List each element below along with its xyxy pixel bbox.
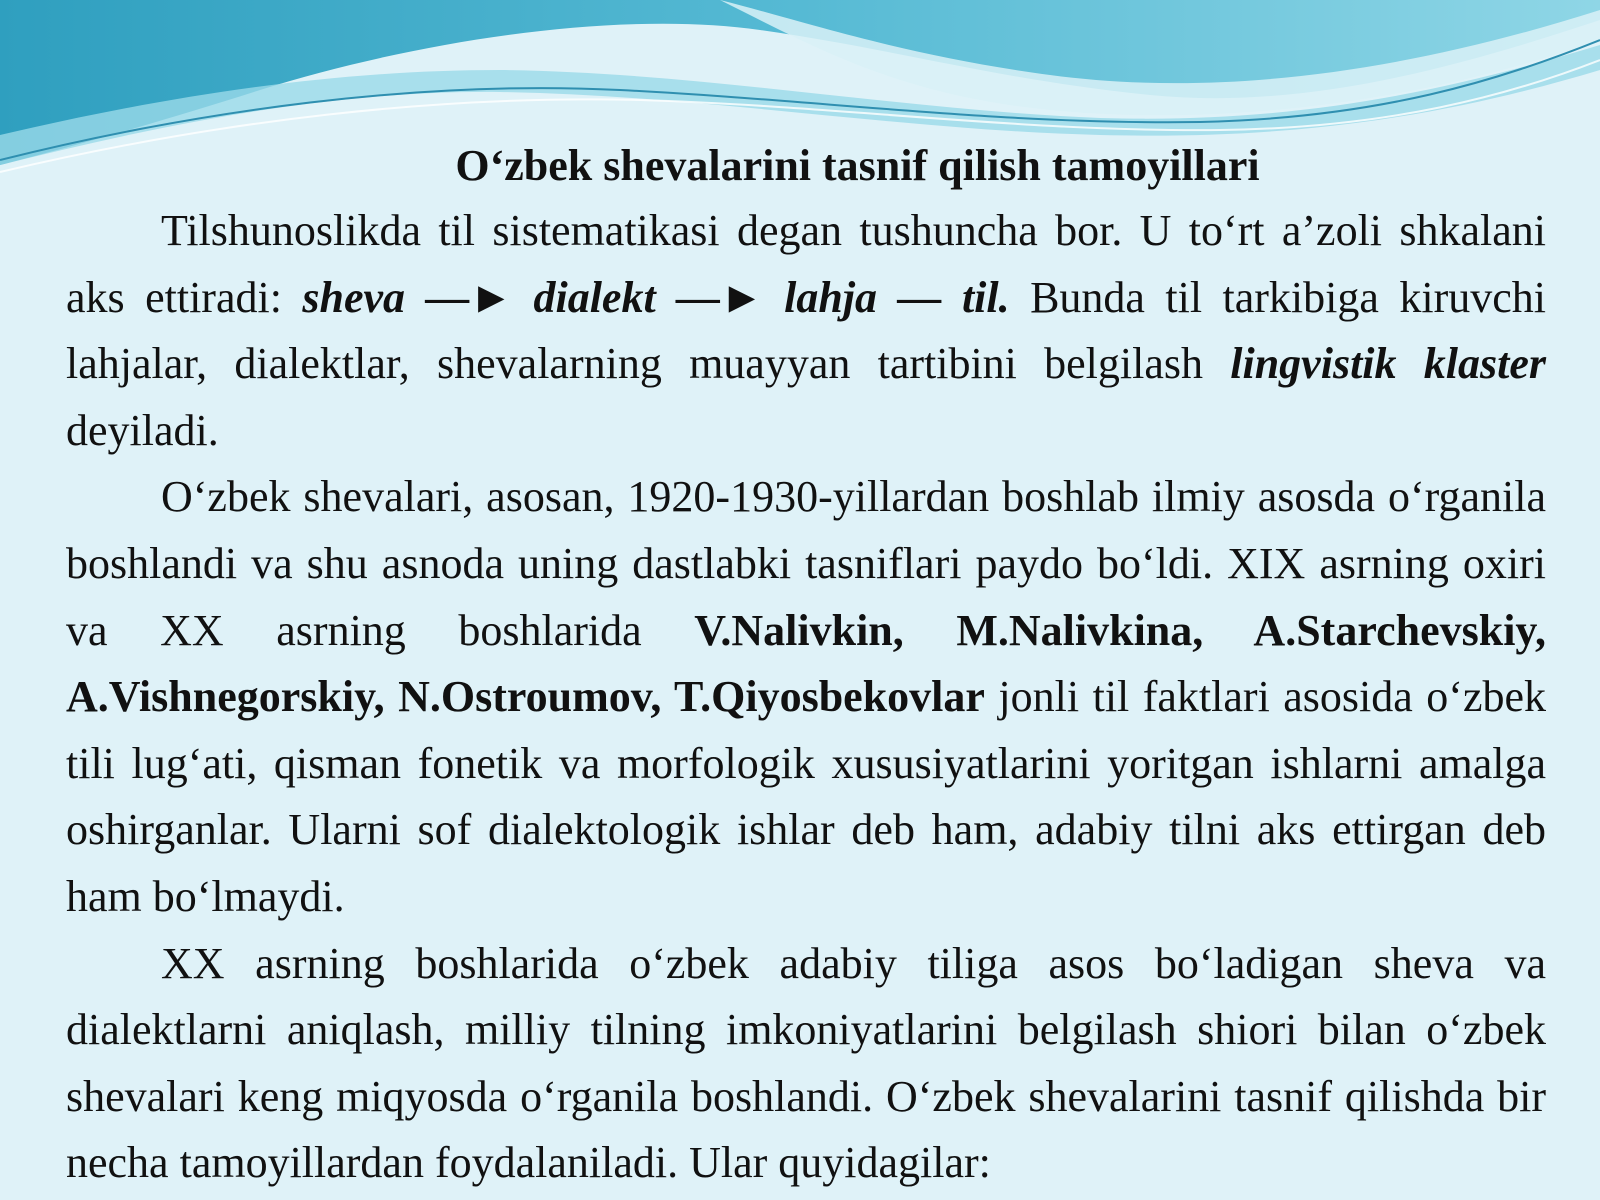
p1-scale: sheva —► dialekt —► lahja — til. <box>302 272 1010 322</box>
paragraph-3: XX asrning boshlarida o‘zbek adabiy tiliga asos bo‘ladigan sheva va dialektlarni aniqlash, milliy tilning imkoniyatlarini belgilash shiori bilan o‘zbek shevalari keng miqyosda o‘rganila boshlandi. O‘zbek shevalarini tasnif qilishda bir necha tamoyillardan foydalaniladi. Ular quyidagilar: <box>66 938 1546 1188</box>
p1-term: lingvistik klaster <box>1230 339 1546 389</box>
p2-end: jonli til faktlari asosida o‘zbek tili lug‘ati, qisman fonetik va morfologik xususiyatlarini yoritgan ishlarni amalga oshirganlar. Ularni sof dialektologik ishlar deb ham, adabiy tilni aks ettirgan deb ham bo‘lmaydi. <box>66 672 1547 921</box>
p1-end: deyiladi. <box>66 405 219 455</box>
paragraph-1 <box>66 198 1546 464</box>
slide-body <box>66 198 1546 1197</box>
slide-title: O‘zbek shevalarini tasnif qilish tamoyillari <box>455 141 1260 190</box>
paragraph-2 <box>66 464 1546 930</box>
p1-intro: Tilshunoslikda til sistematikasi degan tushuncha bor. U to‘rt a’zoli shkalani aks ettiradi: <box>66 206 1546 322</box>
p1-middle: Bunda til tarkibiga kiruvchi lahjalar, dialektlar, shevalarning muayyan tartibini belgilash <box>66 272 1546 389</box>
p2-names: V.Nalivkin, M.Nalivkina, A.Starchevskiy, A.Vishnegorskiy, N.Ostroumov, T.Qiyosbekovlar <box>66 605 1546 722</box>
p2-intro: O‘zbek shevalari, asosan, 1920-1930-yillardan boshlab ilmiy asosda o‘rganila boshlandi va shu asnoda uning dastlabki tasniflari paydo bo‘ldi. XIX asrning oxiri va XX asrning boshlarida <box>66 472 1546 655</box>
